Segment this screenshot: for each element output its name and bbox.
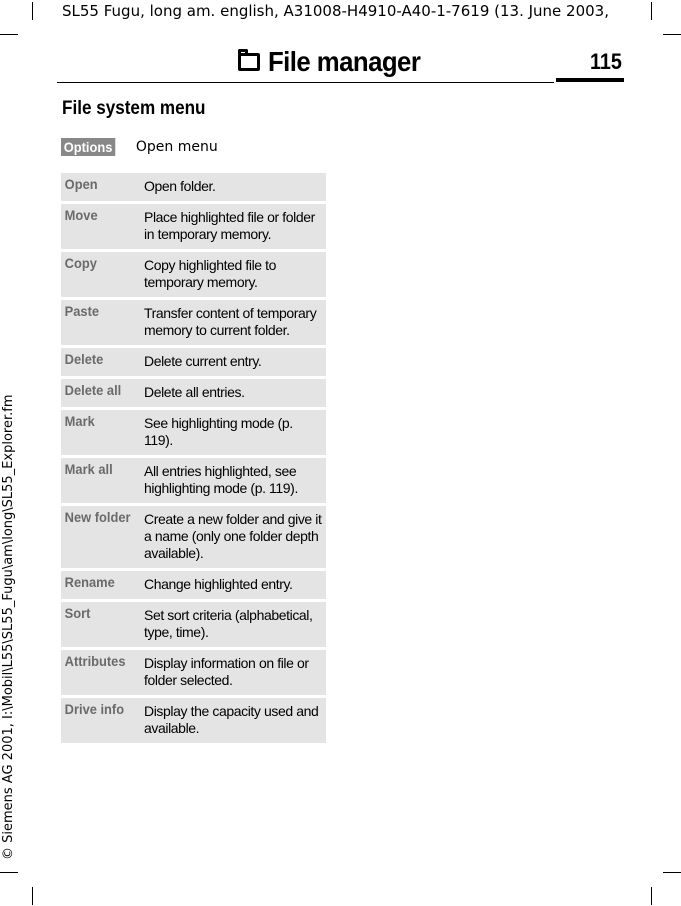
menu-item-name: Attributes xyxy=(64,653,126,669)
section-heading: File system menu xyxy=(62,98,206,119)
menu-item-name: Sort xyxy=(64,605,91,621)
menu-item-description: Transfer content of temporary memory to current folder. xyxy=(144,305,317,338)
menu-row xyxy=(61,348,326,376)
options-softkey: Options xyxy=(61,138,115,156)
menu-item-name: Delete xyxy=(64,351,104,367)
menu-item-name: Copy xyxy=(64,255,97,271)
crop-mark xyxy=(32,2,33,20)
menu-row xyxy=(61,252,326,297)
menu-item-name: Mark all xyxy=(64,461,113,477)
options-description: Open menu xyxy=(135,139,218,155)
crop-mark xyxy=(651,887,652,905)
options-row xyxy=(61,138,218,156)
menu-item-description: Change highlighted entry. xyxy=(144,576,293,592)
menu-item-name: Drive info xyxy=(64,701,125,717)
menu-row xyxy=(61,506,326,568)
folder-icon xyxy=(238,53,260,71)
side-file-path: © Siemens AG 2001, I:\Mobil\L55\SL55_Fugu\am\long\SL55_Explorer.fm xyxy=(1,394,16,860)
menu-item-description: Copy highlighted file to temporary memory. xyxy=(144,257,277,290)
menu-row xyxy=(61,379,326,407)
crop-mark xyxy=(651,2,652,20)
title-rule xyxy=(57,82,554,83)
crop-mark xyxy=(32,887,33,905)
menu-row xyxy=(61,410,326,455)
menu-row xyxy=(61,458,326,503)
page-number-rule xyxy=(556,78,624,82)
menu-row xyxy=(61,571,326,599)
menu-item-description: All entries highlighted, see highlighting mode (p. 119). xyxy=(144,463,298,496)
menu-item-name: Move xyxy=(64,207,98,223)
crop-mark xyxy=(663,34,681,35)
running-header: SL55 Fugu, long am. english, A31008-H4910-A40-1-7619 (13. June 2003, xyxy=(62,2,609,20)
menu-item-description: See highlighting mode (p. 119). xyxy=(144,415,293,448)
menu-row xyxy=(61,173,326,201)
menu-item-description: Place highlighted file or folder in temporary memory. xyxy=(144,209,315,242)
menu-item-description: Open folder. xyxy=(144,178,216,194)
menu-item-description: Display information on file or folder selected. xyxy=(144,655,309,688)
menu-item-description: Delete current entry. xyxy=(144,353,262,369)
menu-row xyxy=(61,300,326,345)
menu-item-name: New folder xyxy=(64,509,131,525)
page-title xyxy=(238,42,434,82)
menu-row xyxy=(61,602,326,647)
crop-mark xyxy=(0,34,18,35)
menu-item-name: Delete all xyxy=(64,382,122,398)
page-title-text: File manager xyxy=(268,46,421,77)
crop-mark xyxy=(663,872,681,873)
menu-item-name: Paste xyxy=(64,303,100,319)
page-number: 115 xyxy=(590,49,622,74)
menu-item-description: Create a new folder and give it a name (only one folder depth available). xyxy=(144,511,322,561)
crop-mark xyxy=(0,872,18,873)
menu-row xyxy=(61,204,326,249)
menu-row xyxy=(61,698,326,743)
menu-item-name: Open xyxy=(64,176,98,192)
menu-table xyxy=(61,173,326,743)
menu-item-description: Set sort criteria (alphabetical, type, time). xyxy=(144,607,313,640)
menu-item-description: Display the capacity used and available. xyxy=(144,703,319,736)
menu-item-name: Rename xyxy=(64,574,115,590)
menu-item-description: Delete all entries. xyxy=(144,384,245,400)
menu-item-name: Mark xyxy=(64,413,95,429)
menu-row xyxy=(61,650,326,695)
